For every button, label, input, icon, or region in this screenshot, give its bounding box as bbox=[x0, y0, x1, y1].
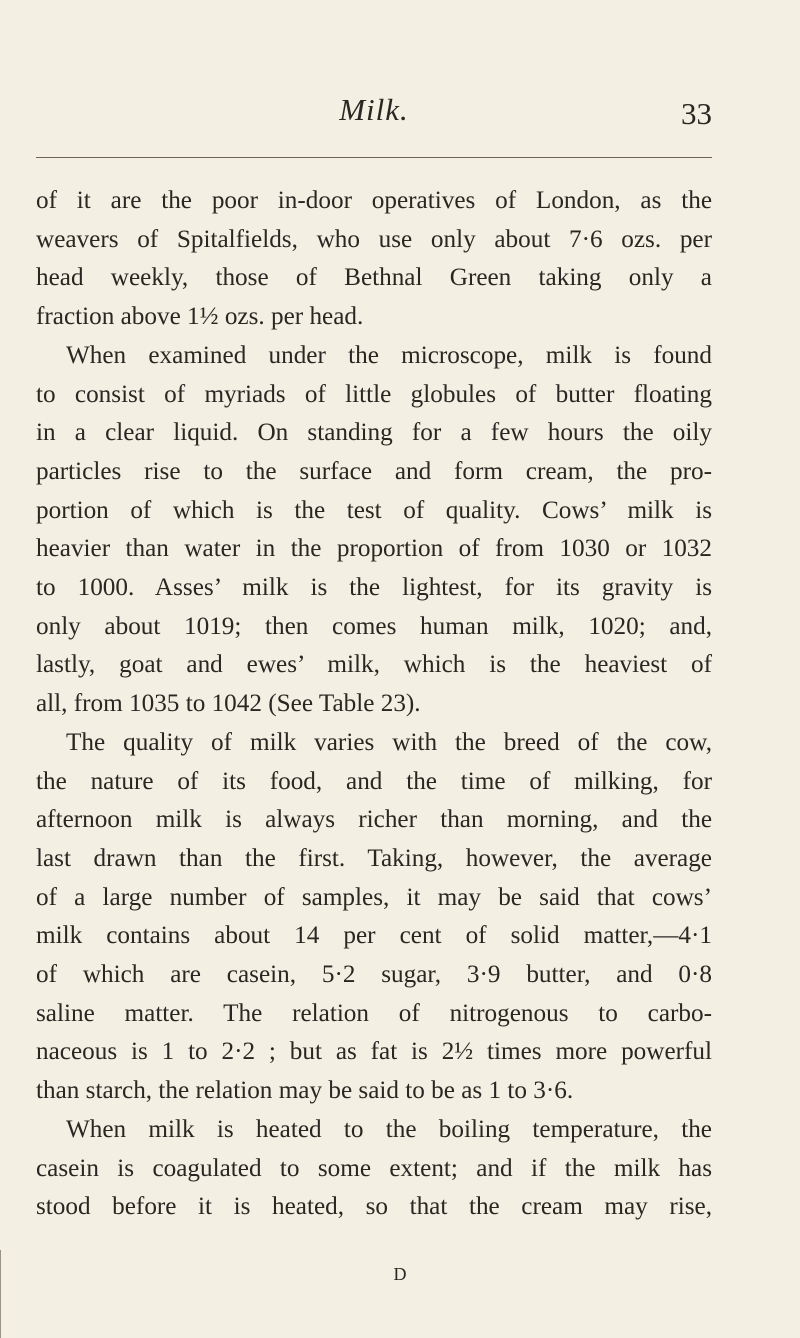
page-number: 33 bbox=[681, 96, 712, 131]
text-line: weavers of Spitalfields, who use only about 7·6 ozs. per bbox=[36, 225, 712, 253]
text-line: of it are the poor in-door operatives of London, as the bbox=[36, 187, 712, 214]
text-line: afternoon milk is always richer than morning, and the bbox=[36, 806, 712, 834]
text-line: head weekly, those of Bethnal Green taking only a bbox=[36, 264, 712, 292]
text-line: heavier than water in the proportion of from 1030 or 1032 bbox=[36, 535, 712, 563]
text-line: The quality of milk varies with the breed of the cow, bbox=[66, 728, 712, 756]
running-title: Milk. bbox=[339, 92, 409, 127]
text-line: lastly, goat and ewes’ milk, which is the heaviest of bbox=[36, 651, 712, 679]
text-line: casein is coagulated to some extent; and if the milk has bbox=[36, 1154, 712, 1182]
text-line: only about 1019; then comes human milk, 1020; and, bbox=[36, 612, 712, 640]
text-line: naceous is 1 to 2·2 ; but as fat is 2½ times more powerful bbox=[36, 1038, 712, 1066]
text-line: saline matter. The relation of nitrogenous to carbo- bbox=[36, 999, 712, 1027]
text-line: fraction above 1½ ozs. per head. bbox=[36, 303, 364, 331]
text-line: particles rise to the surface and form cream, the pro- bbox=[36, 457, 712, 485]
text-line: of a large number of samples, it may be said that cows’ bbox=[36, 883, 712, 911]
text-line: in a clear liquid. On standing for a few hours the oily bbox=[36, 419, 712, 447]
text-line: of which are casein, 5·2 sugar, 3·9 butter, and 0·8 bbox=[36, 961, 712, 989]
header-rule bbox=[36, 157, 712, 158]
running-head bbox=[36, 92, 712, 138]
text-line: last drawn than the first. Taking, however, the average bbox=[36, 844, 712, 872]
text-line: the nature of its food, and the time of milking, for bbox=[36, 767, 712, 795]
text-line: to 1000. Asses’ milk is the lightest, for its gravity is bbox=[36, 574, 712, 602]
text-line: than starch, the relation may be said to be as 1 to 3·6. bbox=[36, 1077, 574, 1105]
text-line: milk contains about 14 per cent of solid matter,—4·1 bbox=[36, 922, 712, 950]
text-line: to consist of myriads of little globules of butter floating bbox=[36, 380, 712, 408]
body-text bbox=[36, 182, 712, 1227]
signature-mark: D bbox=[393, 1264, 407, 1284]
text-line: When milk is heated to the boiling temperature, the bbox=[66, 1115, 712, 1143]
text-line: portion of which is the test of quality. Cows’ milk is bbox=[36, 496, 712, 524]
text-line: all, from 1035 to 1042 (See Table 23). bbox=[36, 690, 421, 718]
page-edge bbox=[0, 1250, 7, 1338]
text-line: stood before it is heated, so that the cream may rise, bbox=[36, 1193, 712, 1221]
text-line: When examined under the microscope, milk is found bbox=[66, 341, 712, 369]
